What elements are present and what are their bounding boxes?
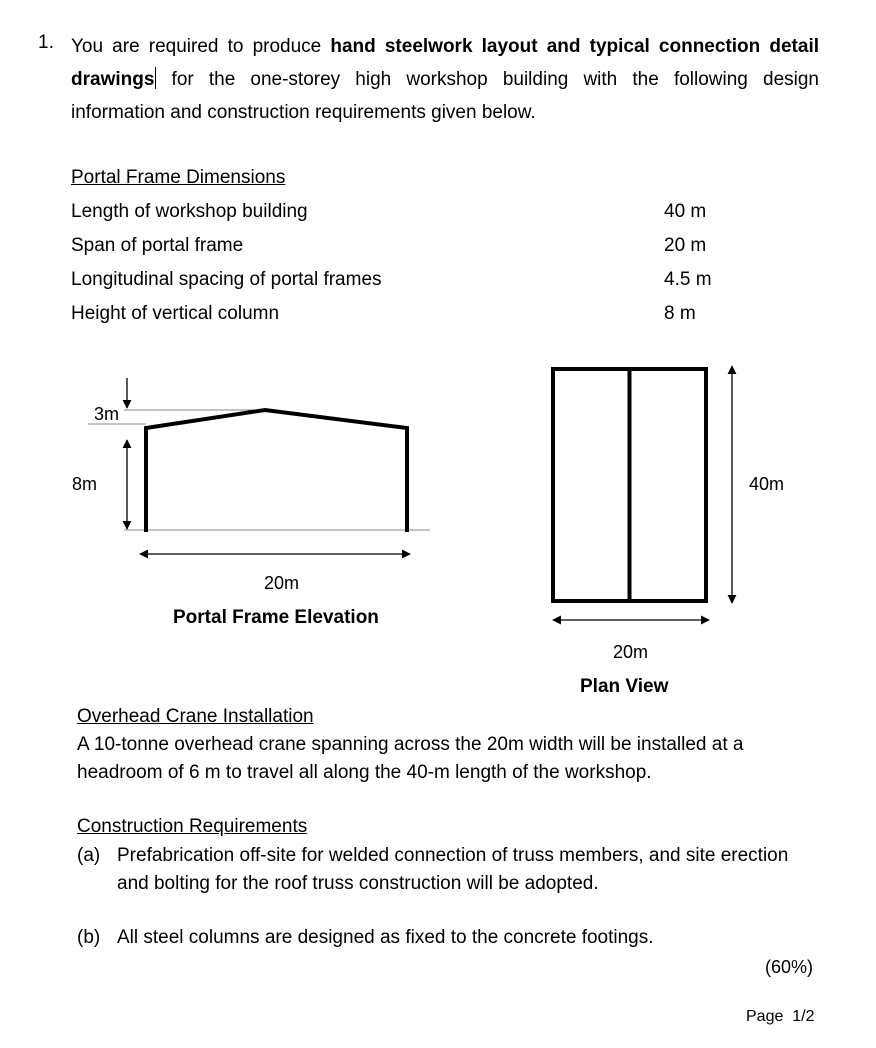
dimension-value: 40 m [664,201,707,222]
elevation-caption: Portal Frame Elevation [173,607,379,628]
portal-frame [146,410,407,532]
question-number: 1. [38,32,54,53]
rise-label: 3m [94,404,120,424]
dimension-value: 20 m [664,235,707,256]
question-text-intro: You are required to produce [71,36,331,57]
dimension-label: Length of workshop building [71,201,308,222]
dimension-value: 4.5 m [664,269,712,290]
portal-frame-elevation [88,378,430,554]
page-number: Page 1/2 [746,1008,815,1025]
length-label: 40m [749,474,785,494]
plan-caption: Plan View [580,676,669,697]
dimension-value: 8 m [664,303,696,324]
requirement-label: (a) [77,845,101,866]
crane-text: A 10-tonne overhead crane spanning across the 20m width will be installed at a headroom of 6 m to travel all along the 40-m length of the workshop. [77,734,744,783]
span-label: 20m [264,573,300,593]
width-label: 20m [613,642,649,662]
requirement-label: (b) [77,927,101,948]
question-text-rest: for the one-storey high workshop building with the following design information and construction requirements given below. [71,69,819,123]
marks: (60%) [765,957,814,977]
portal-frame-heading: Portal Frame Dimensions [71,167,286,188]
crane-heading: Overhead Crane Installation [77,706,314,727]
requirement-text: All steel columns are designed as fixed to the concrete footings. [117,927,654,948]
plan-view [553,366,732,620]
requirement-item [77,842,797,898]
requirement-item [77,924,797,952]
question-text-emphasis: hand steelwork layout and typical connection detail drawings [71,36,820,90]
dimension-label: Longitudinal spacing of portal frames [71,269,382,290]
dimension-label: Span of portal frame [71,235,244,256]
requirement-text: Prefabrication off-site for welded connection of truss members, and site erection and bolting for the roof truss construction will be adopted. [117,845,789,894]
dimension-label: Height of vertical column [71,303,280,324]
construction-heading: Construction Requirements [77,816,308,837]
height-label: 8m [72,474,98,494]
